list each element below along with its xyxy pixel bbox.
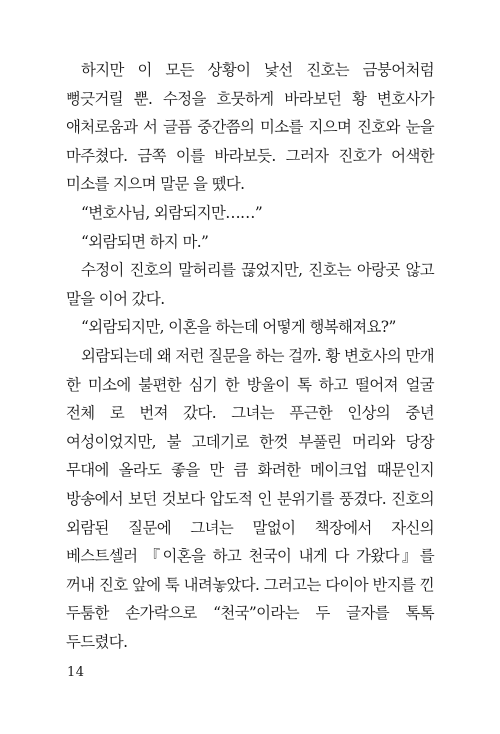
text-line: 이를 바라보듯. 그러자 진호가 어색한 미소를 지으며 말문 xyxy=(66,146,434,194)
text-line: 인 분위기를 풍겼다. 진호의 외람된 질문에 그녀는 말없이 xyxy=(66,489,434,537)
page-number: 14 xyxy=(67,665,85,680)
text-line: 한 미소에 불편한 심기 한 방울이 톡 하고 떨어져 얼굴 전체 xyxy=(66,375,434,423)
paragraph-1 xyxy=(66,56,434,199)
text-line: 외람되는데 왜 저런 질문을 하는 걸까. 황 변호사의 만개 xyxy=(81,346,434,365)
paragraph-3 xyxy=(66,342,434,657)
text-line: 뿐. 수정을 흐뭇하게 바라보던 황 변호사가 애처로움과 서 xyxy=(66,89,434,137)
text-line: 큼 화려한 메이크업 때문인지 방송에서 보던 것보다 압도적 xyxy=(66,461,434,508)
text-line: “외람되면 하지 마.” xyxy=(81,232,209,251)
text-line: 을 뗐다. xyxy=(193,175,245,194)
dialogue-line-2 xyxy=(66,228,434,257)
paragraph-2 xyxy=(66,256,434,313)
text-line: 두드렸다. xyxy=(66,632,128,651)
text-line: 반지를 낀 두툼한 손가락으로 “천국”이라는 두 글자를 톡톡 xyxy=(66,575,434,623)
text-line: 글픔 중간쯤의 미소를 지으며 진호와 눈을 마주쳤다. 금쪽 xyxy=(66,118,434,165)
text-line: 하지만 이 모든 상황이 낯선 진호는 금붕어처럼 뻥긋거릴 xyxy=(66,61,434,108)
text-line: 가왔다』를 꺼내 진호 앞에 툭 내려놓았다. 그러고는 다이아 xyxy=(66,547,434,594)
text-line: 책장에서 자신의 베스트셀러 『이혼을 하고 천국이 내게 다 xyxy=(66,518,435,566)
dialogue-line-3 xyxy=(66,313,434,342)
text-line: 수정이 진호의 말허리를 끊었지만, 진호는 아랑곳 않고 xyxy=(81,261,434,280)
text-line: “외람되지만, 이혼을 하는데 어떻게 행복해져요?” xyxy=(81,318,396,337)
page-body-text xyxy=(66,56,434,656)
text-line: “변호사님, 외람되지만……” xyxy=(81,203,263,222)
dialogue-line-1 xyxy=(66,199,434,228)
text-line: 말을 이어 갔다. xyxy=(66,289,165,308)
text-line: 고데기로 한껏 부풀린 머리와 당장 무대에 올라도 좋을 만 xyxy=(66,432,434,480)
text-line: 로 번져 갔다. 그녀는 푸근한 인상의 중년 여성이었지만, 불 xyxy=(66,404,435,451)
